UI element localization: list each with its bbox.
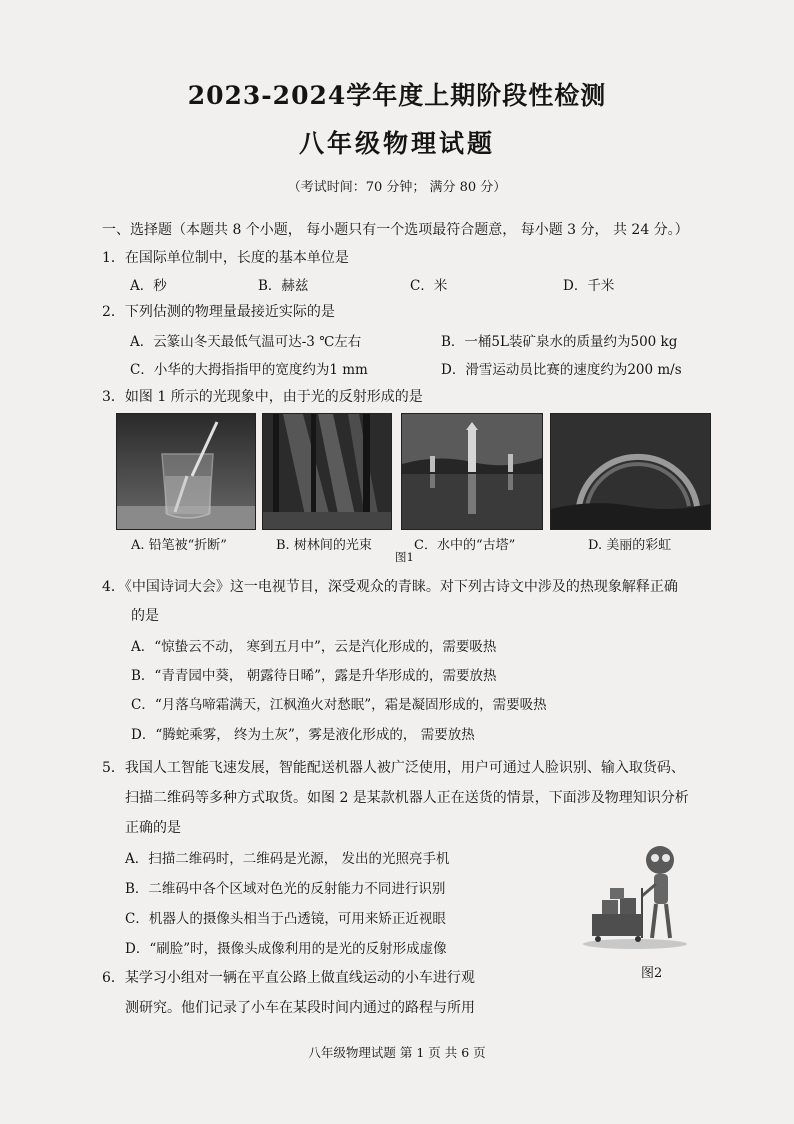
photo-forest-light-beams (262, 413, 392, 530)
figure-1-caption-a: A. 铅笔被“折断” (131, 538, 227, 553)
photo-pagoda-reflection (401, 413, 543, 530)
question-2-option-b: B．一桶5L装矿泉水的质量约为500 kg (441, 334, 678, 350)
page-footer: 八年级物理试题 第 1 页 共 6 页 (308, 1045, 486, 1060)
question-2-option-c: C．小华的大拇指指甲的宽度约为1 mm (130, 362, 368, 378)
question-4-stem-continued: 的是 (131, 608, 159, 624)
question-1-option-c: C．米 (410, 278, 448, 294)
question-4-option-a: A．“惊蛰云不动， 寒到五月中”，云是汽化形成的，需要吸热 (131, 639, 497, 655)
photo-rainbow (550, 413, 711, 530)
question-5-option-c: C．机器人的摄像头相当于凸透镜，可用来矫正近视眼 (125, 911, 446, 927)
figure-1-label: 图1 (395, 550, 414, 564)
question-1-stem: 1．在国际单位制中，长度的基本单位是 (102, 250, 349, 266)
question-5-stem-continued-2: 正确的是 (125, 820, 181, 836)
question-5-option-d: D．“刷脸”时，摄像头成像利用的是光的反射形成虚像 (125, 941, 447, 957)
question-2-option-a: A．云篆山冬天最低气温可达-3 ℃左右 (130, 334, 362, 350)
figure-1-caption-d: D. 美丽的彩虹 (588, 538, 672, 553)
question-4-option-d: D．“腾蛇乘雾， 终为土灰”，雾是液化形成的， 需要放热 (131, 727, 475, 743)
question-2-stem: 2．下列估测的物理量最接近实际的是 (102, 304, 335, 320)
question-5-option-b: B．二维码中各个区域对色光的反射能力不同进行识别 (125, 881, 446, 897)
figure-2-label: 图2 (641, 966, 663, 981)
question-4-option-b: B．“青青园中葵， 朝露待日晞”，露是升华形成的，需要放热 (131, 668, 497, 684)
question-4-stem: 4．《中国诗词大会》这一电视节目，深受观众的青睐。对下列古诗文中涉及的热现象解释正确 (102, 579, 678, 595)
exam-subtitle: 八年级物理试题 (298, 129, 495, 158)
question-5-option-a: A．扫描二维码时，二维码是光源， 发出的光照亮手机 (125, 851, 450, 867)
figure-1-caption-b: B. 树林间的光束 (276, 538, 372, 553)
section-heading: 一、选择题（本题共 8 个小题， 每小题只有一个选项最符合题意， 每小题 3 分， 共 24 分。） (102, 222, 689, 238)
question-5-stem-continued-1: 扫描二维码等多种方式取货。如图 2 是某款机器人正在送货的情景，下面涉及物理知识分析 (125, 790, 689, 806)
question-1-option-a: A．秒 (130, 278, 167, 294)
question-2-option-d: D．滑雪运动员比赛的速度约为200 m/s (441, 362, 682, 378)
question-5-stem: 5．我国人工智能飞速发展，智能配送机器人被广泛使用，用户可通过人脸识别、输入取货码、 (102, 760, 685, 776)
question-6-stem: 6．某学习小组对一辆在平直公路上做直线运动的小车进行观 (102, 970, 475, 986)
question-1-option-d: D．千米 (563, 278, 615, 294)
question-4-option-c: C．“月落乌啼霜满天，江枫渔火对愁眠”，霜是凝固形成的，需要吸热 (131, 697, 547, 713)
exam-info: （考试时间：70 分钟； 满分 80 分） (287, 180, 507, 195)
question-3-stem: 3．如图 1 所示的光现象中，由于光的反射形成的是 (102, 389, 423, 405)
photo-pencil-in-glass (116, 413, 256, 530)
photo-delivery-robot (580, 838, 690, 950)
figure-1-caption-c: C．水中的“古塔” (414, 538, 516, 553)
question-1-option-b: B．赫兹 (258, 278, 309, 294)
exam-title: 2023-2024学年度上期阶段性检测 (187, 81, 607, 110)
question-6-stem-continued: 测研究。他们记录了小车在某段时间内通过的路程与所用 (125, 1000, 475, 1016)
